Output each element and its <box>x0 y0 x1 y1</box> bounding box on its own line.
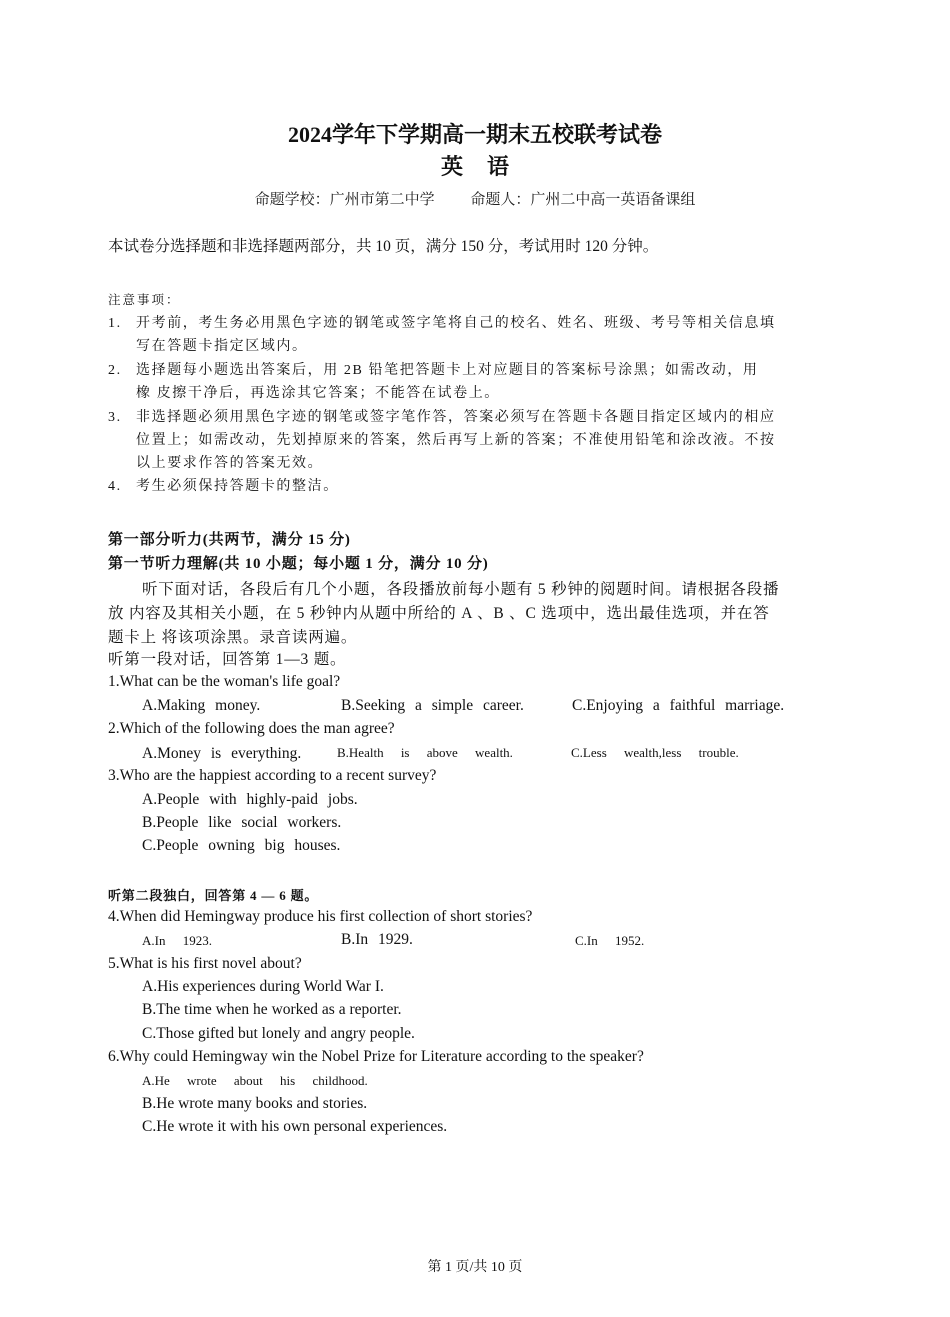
instruction-line: 听下面对话，各段后有几个小题，各段播放前每小题有 5 秒钟的阅题时间。请根据各段播 <box>142 581 780 598</box>
notice-text: 开考前，考生务必用黑色字迹的钢笔或签字笔将自己的校名、姓名、班级、考号等相关信息填 <box>136 316 776 331</box>
question-text: 2.Which of the following does the man agree? <box>108 720 395 737</box>
option-b: B.The time when he worked as a reporter. <box>142 1001 402 1018</box>
option-a: A.People with highly-paid jobs. <box>142 791 358 808</box>
notice-number: 1. <box>108 316 122 331</box>
option-c: C.In 1952. <box>575 933 645 948</box>
part1-heading: 第一部分听力(共两节，满分 15 分) <box>108 532 351 548</box>
setting-author: 命题人：广州二中高一英语备课组 <box>470 192 696 208</box>
notice-text: 考生必须保持答题卡的整洁。 <box>136 479 339 494</box>
page-footer: 第 1 页/共 10 页 <box>427 1260 523 1275</box>
exam-title: 2024学年下学期高一期末五校联考试卷 <box>287 122 662 147</box>
notice-item <box>108 475 339 498</box>
exam-subtitle <box>0 188 950 209</box>
option-b: B.Health is above wealth. <box>337 745 513 760</box>
option-a: A.His experiences during World War I. <box>142 978 384 995</box>
question-text: 5.What is his first novel about? <box>108 955 302 972</box>
notice-number: 4. <box>108 479 122 494</box>
notice-text: 橡 皮擦干净后，再选涂其它答案；不能答在试卷上。 <box>136 386 500 401</box>
instruction-line: 题卡上 将该项涂黑。录音读两遍。 <box>108 629 358 646</box>
exam-intro: 本试卷分选择题和非选择题两部分，共 10 页，满分 150 分，考试用时 120 分钟。 <box>108 238 659 255</box>
subject-title: 英语 <box>440 154 533 179</box>
notice-item <box>108 406 776 475</box>
option-c: C.Those gifted but lonely and angry people. <box>142 1025 415 1042</box>
notice-text: 以上要求作答的答案无效。 <box>136 456 324 471</box>
notice-number: 3. <box>108 410 122 425</box>
notice-text: 写在答题卡指定区域内。 <box>136 339 308 354</box>
option-a: A.In 1923. <box>142 933 212 948</box>
option-c: C.Enjoying a faithful marriage. <box>572 697 785 714</box>
setting-school: 命题学校：广州市第二中学 <box>254 192 435 208</box>
option-a: A.He wrote about his childhood. <box>142 1073 368 1088</box>
option-b: B.In 1929. <box>341 931 413 948</box>
notice-text: 选择题每小题选出答案后，用 2B 铅笔把答题卡上对应题目的答案标号涂黑；如需改动，用 <box>136 363 759 378</box>
option-a: A.Making money. <box>142 697 261 714</box>
option-b: B.People like social workers. <box>142 814 342 831</box>
question-text: 4.When did Hemingway produce his first collection of short stories? <box>108 908 533 925</box>
dialog-instruction: 听第一段对话，回答第 1—3 题。 <box>108 651 347 668</box>
notice-item <box>108 359 759 405</box>
notice-number: 2. <box>108 363 122 378</box>
option-b: B.Seeking a simple career. <box>341 697 524 714</box>
option-b: B.He wrote many books and stories. <box>142 1095 368 1112</box>
question-text: 6.Why could Hemingway win the Nobel Prize for Literature according to the speaker? <box>108 1048 644 1065</box>
instruction-line: 放 内容及其相关小题，在 5 秒钟内从题中所给的 A 、B 、C 选项中，选出最佳选项，并在答 <box>108 605 770 622</box>
notice-heading: 注意事项： <box>108 293 181 307</box>
option-c: C.Less wealth,less trouble. <box>571 745 739 760</box>
dialog-instruction: 听第二段独白，回答第 4 — 6 题。 <box>108 888 319 903</box>
option-c: C.People owning big houses. <box>142 837 341 854</box>
section1-heading: 第一节听力理解(共 10 小题；每小题 1 分，满分 10 分) <box>108 556 489 572</box>
option-c: C.He wrote it with his own personal experiences. <box>142 1118 448 1135</box>
question-text: 3.Who are the happiest according to a recent survey? <box>108 767 437 784</box>
notice-text: 位置上；如需改动，先划掉原来的答案，然后再写上新的答案；不准使用铅笔和涂改液。不按 <box>136 433 776 448</box>
notice-item <box>108 312 776 358</box>
option-a: A.Money is everything. <box>142 745 302 762</box>
notice-text: 非选择题必须用黑色字迹的钢笔或签字笔作答，答案必须写在答题卡各题目指定区域内的相应 <box>136 410 776 425</box>
question-text: 1.What can be the woman's life goal? <box>108 673 341 690</box>
